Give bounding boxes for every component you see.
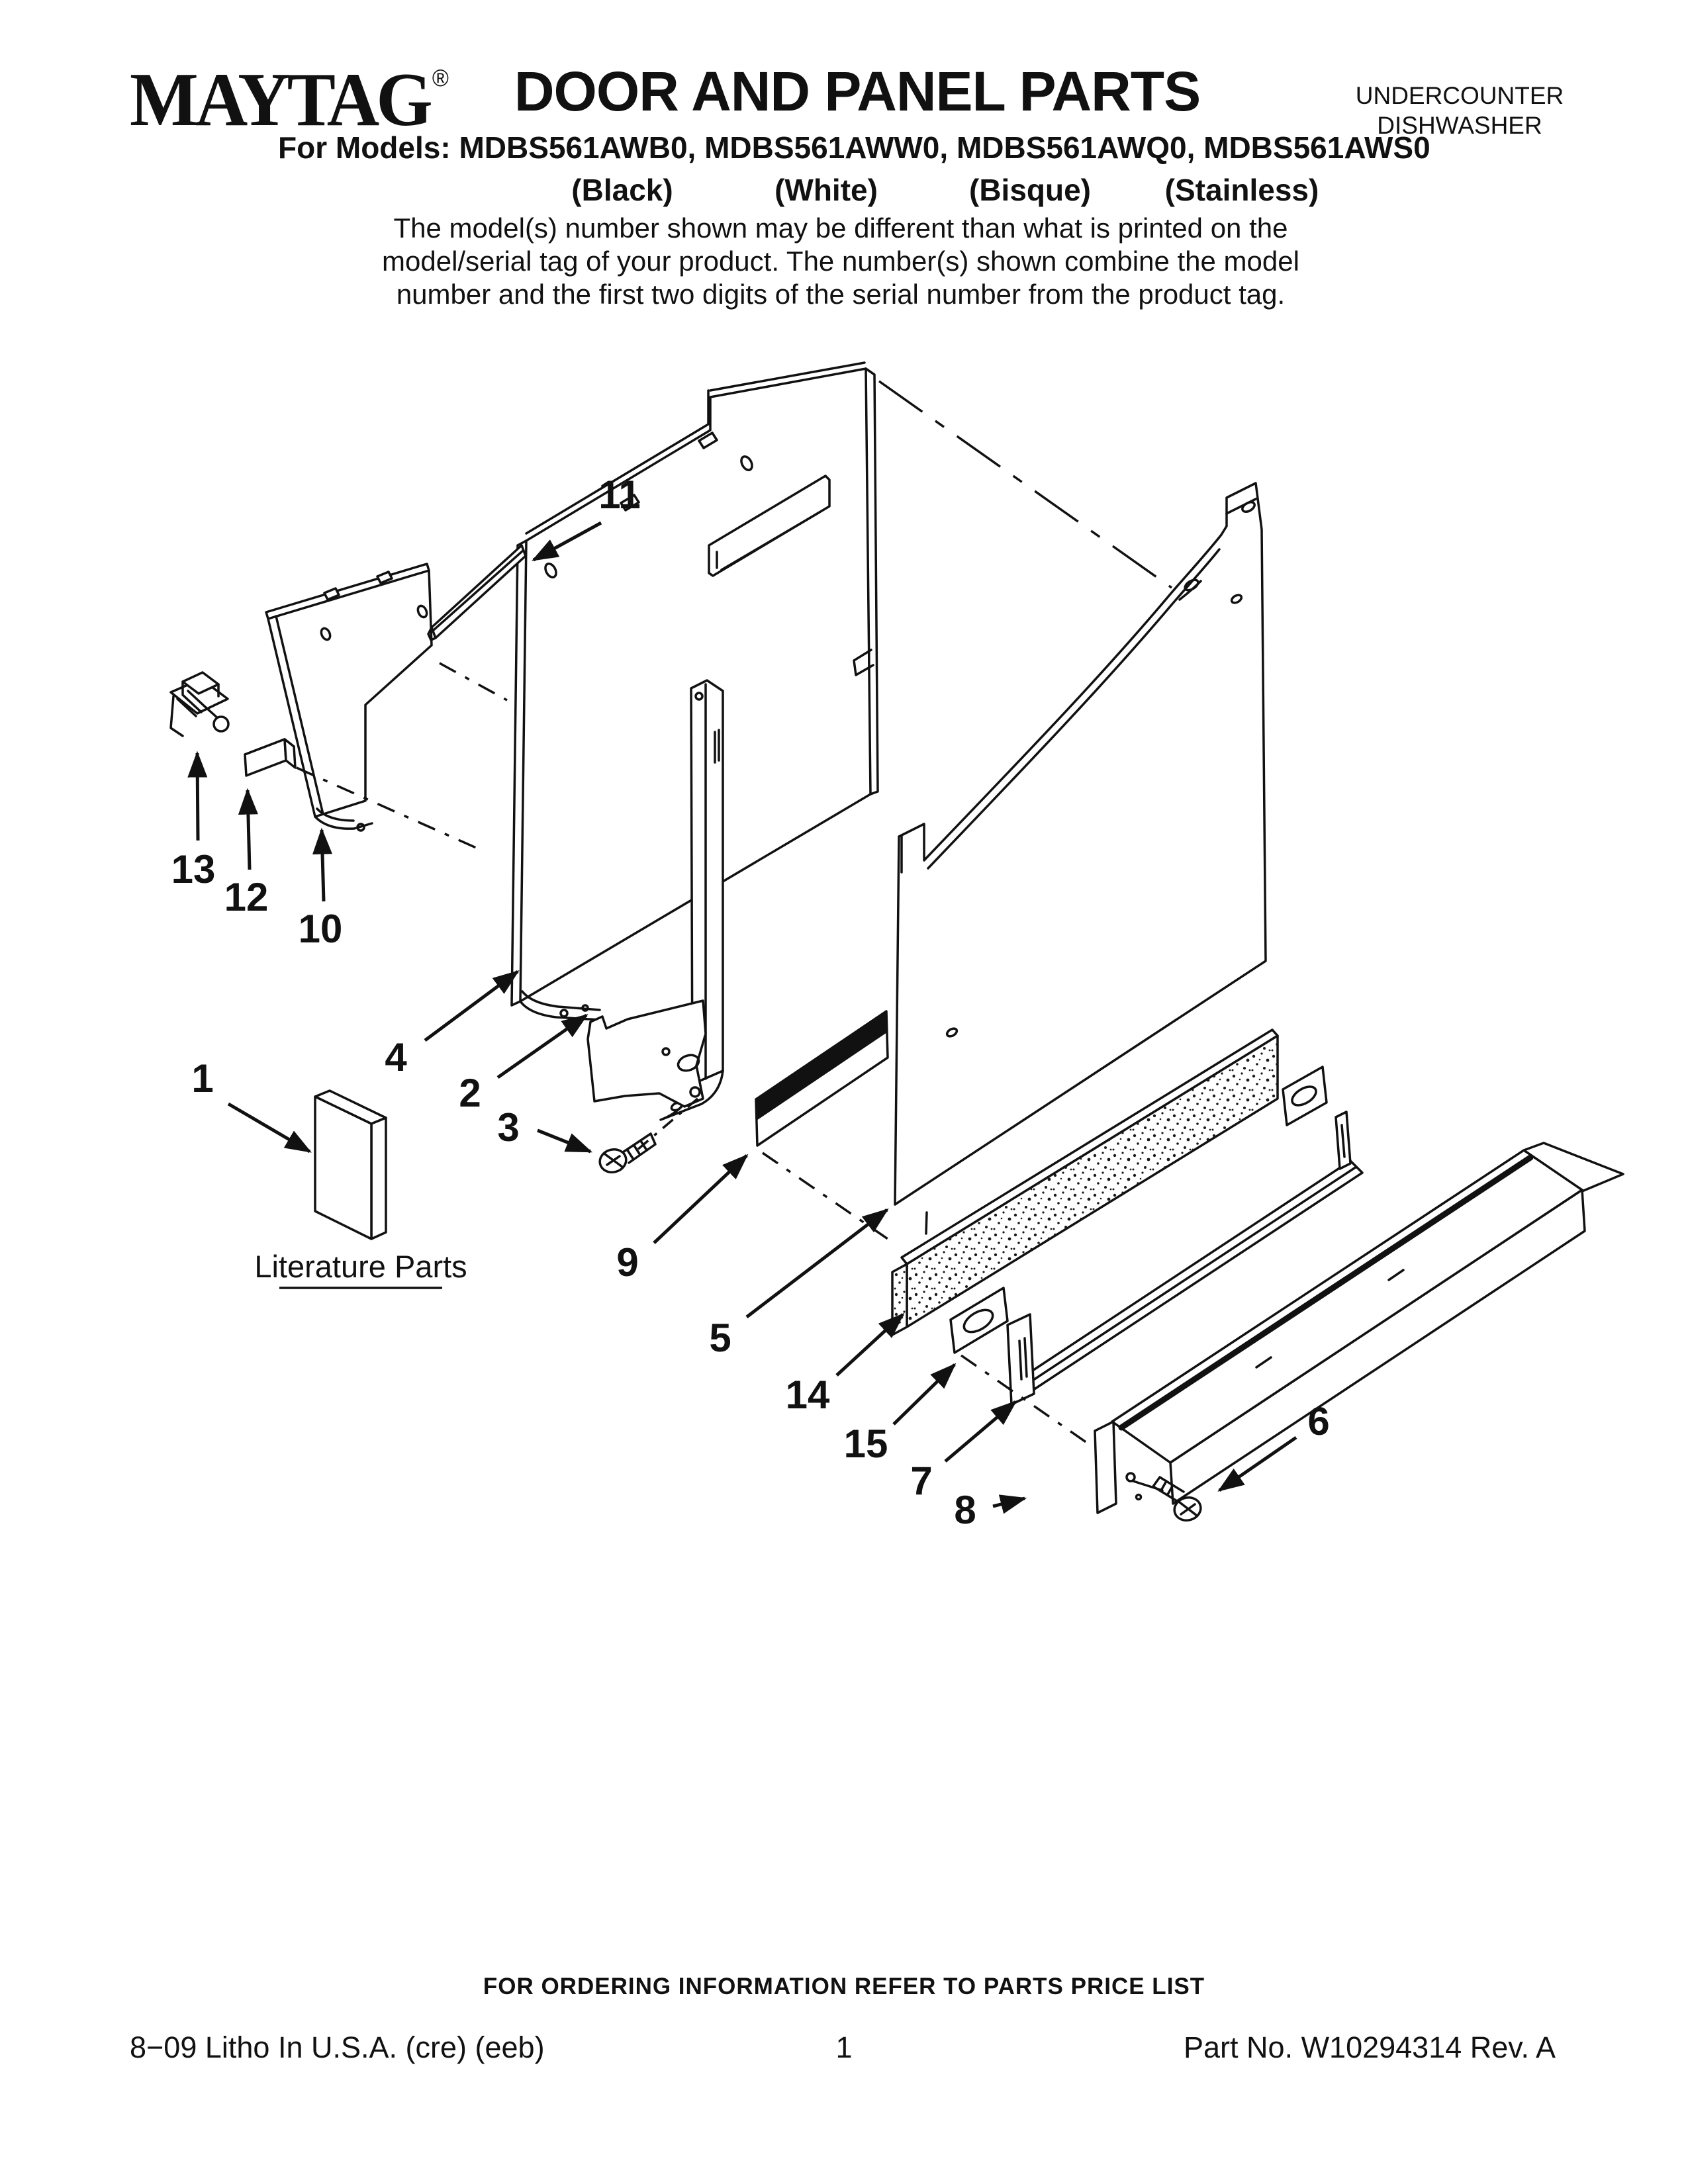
color-stainless: (Stainless) <box>1164 173 1319 207</box>
callout-12 <box>224 790 269 919</box>
door-latch <box>171 672 228 736</box>
callout-4-number: 4 <box>385 1035 407 1079</box>
model-note-line3: number and the first two digits of the serial number from the product tag. <box>396 279 1286 310</box>
literature-parts-caption <box>254 1249 467 1288</box>
callout-2 <box>459 1015 586 1115</box>
literature-parts-label: Literature Parts <box>254 1249 467 1284</box>
toe-panel <box>1095 1143 1623 1513</box>
color-black: (Black) <box>571 173 673 207</box>
models-line: For Models: MDBS561AWB0, MDBS561AWW0, MDBS561AWQ0, MDBS561AWS0 <box>278 130 1430 165</box>
callout-2-number: 2 <box>459 1071 481 1115</box>
product-type-line1: UNDERCOUNTER <box>1355 82 1564 109</box>
page-title: DOOR AND PANEL PARTS <box>514 60 1201 122</box>
color-bisque: (Bisque) <box>969 173 1091 207</box>
callout-6-number: 6 <box>1307 1399 1330 1443</box>
callout-14 <box>786 1314 903 1417</box>
callout-1-number: 1 <box>191 1056 214 1101</box>
litho-line: 8−09 Litho In U.S.A. (cre) (eeb) <box>130 2030 545 2064</box>
callout-9 <box>616 1156 747 1285</box>
callout-15 <box>844 1365 955 1466</box>
callout-10-number: 10 <box>298 907 343 951</box>
callout-13 <box>171 753 216 891</box>
model-note-line1: The model(s) number shown may be different than what is printed on the <box>393 212 1288 244</box>
callout-8-number: 8 <box>954 1488 976 1532</box>
callout-15-number: 15 <box>843 1422 888 1466</box>
callout-13-number: 13 <box>171 847 216 891</box>
callout-8 <box>954 1488 1025 1532</box>
callout-3 <box>497 1105 590 1152</box>
color-white: (White) <box>774 173 878 207</box>
page-number: 1 <box>835 2030 853 2064</box>
registered-mark: ® <box>432 65 449 92</box>
door-seal-strip <box>756 1011 888 1146</box>
callout-12-number: 12 <box>224 875 269 919</box>
callout-5 <box>709 1210 887 1360</box>
ordering-note: FOR ORDERING INFORMATION REFER TO PARTS PRICE LIST <box>483 1974 1205 1999</box>
product-type-line2: DISHWASHER <box>1377 112 1542 139</box>
door-bumper <box>245 739 295 776</box>
part-number-revision: Part No. W10294314 Rev. A <box>1184 2030 1556 2064</box>
callout-3-number: 3 <box>497 1105 520 1150</box>
callout-4 <box>385 972 518 1079</box>
maytag-logo-text: MAYTAG <box>130 57 430 142</box>
model-note-line2: model/serial tag of your product. The number(s) shown combine the model <box>382 246 1299 277</box>
callout-14-number: 14 <box>785 1373 830 1417</box>
callout-9-number: 9 <box>616 1240 639 1285</box>
callout-11-number: 11 <box>598 473 641 517</box>
callout-7-number: 7 <box>910 1459 933 1503</box>
hinge-access-plate <box>951 1288 1008 1353</box>
callout-10 <box>299 830 343 951</box>
literature-booklet <box>315 1091 386 1239</box>
hinge-bracket <box>588 1001 706 1107</box>
callout-1 <box>191 1056 310 1152</box>
screw-3 <box>597 1134 655 1175</box>
callout-5-number: 5 <box>709 1316 731 1360</box>
top-trim-strip <box>428 545 526 640</box>
